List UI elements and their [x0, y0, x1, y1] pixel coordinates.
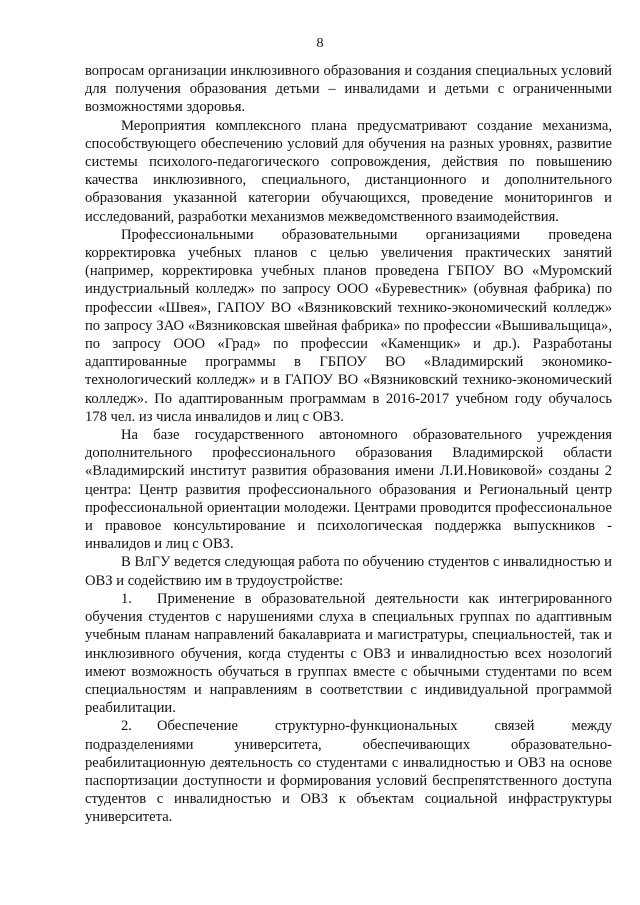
- list-item-1: [85, 590, 612, 717]
- list-item-2: [85, 717, 612, 826]
- paragraph-vlsu-work: В ВлГУ ведется следующая работа по обучению студентов с инвалидностью и ОВЗ и содействию им в трудоустройстве:: [85, 554, 612, 589]
- paragraph-education-centers: На базе государственного автономного образовательного учреждения дополнительного профессионального образования Владимирской области «Владимирский институт развития образования имени Л.И.Новиковой» созданы 2 центра: Центр развития профессионального образования и Региональный центр профессиональной ориентации молодежи. Центрами проводится профессиональное и правовое консультирование и психологическая поддержка выпускников - инвалидов и лиц с ОВЗ.: [85, 427, 612, 553]
- paragraph-inclusive-questions: вопросам организации инклюзивного образования и создания специальных условий для получения образования детьми – инвалидами и детьми с ограниченными возможностями здоровья.: [85, 63, 612, 116]
- document-body: [85, 62, 612, 827]
- list-item-number: 2.: [121, 718, 132, 735]
- list-item-text: Обеспечение структурно-функциональных связей между подразделениями университета, обеспечивающих образовательно-реабилитационную деятельность со студентами с инвалидностью и ОВЗ на основе паспортизации доступности и формирования условий беспрепятственного доступа студентов с инвалидностью и ОВЗ к объектам социальной инфраструктуры университета.: [85, 718, 612, 826]
- list-item-text: Применение в образовательной деятельности как интегрированного обучения студентов с нарушениями слуха в специальных группах по адаптивным учебным планам направлений бакалавриата и магистратуры, специальностей, так и инклюзивного обучения, когда студенты с ОВЗ и инвалидностью всех нозологий имеют возможность обучаться в группах вместе с обычными студентами по всем специальностям и направлениям в соответствии с индивидуальной программой реабилитации.: [85, 590, 612, 717]
- list-item-number: 1.: [121, 590, 132, 607]
- paragraph-curriculum-adjustment: Профессиональными образовательными организациями проведена корректировка учебных планов с целью увеличения практических занятий (например, корректировка учебных планов проведена ГБПОУ ВО «Муромский индустриальный колледж» по запросу ООО «Буревестник» (обувная фабрика) по профессии «Швея», ГАПОУ ВО «Вязниковский технико-экономический колледж» по запросу ЗАО «Вязниковская швейная фабрика» по профессии «Вышивальщица», по запросу ООО «Град» по профессии «Каменщик» и др.). Разработаны адаптированные программы в ГБПОУ ВО «Владимирский экономико-технологический колледж» и в ГАПОУ ВО «Вязниковский технико-экономический колледж». По адаптированным программам в 2016-2017 учебном году обучалось 178 чел. из числа инвалидов и лиц с ОВЗ.: [85, 226, 612, 425]
- paragraph-complex-plan: Мероприятия комплексного плана предусматривают создание механизма, способствующего обеспечению условий для обучения на разных уровнях, развитие системы психолого-педагогического сопровождения, действия по повышению качества инклюзивного, специального, дистанционного и дополнительного образования указанной категории обучающихся, проведение мониторингов и исследований, разработки механизмов межведомственного взаимодействия.: [85, 117, 612, 225]
- page-number: 8: [316, 36, 324, 51]
